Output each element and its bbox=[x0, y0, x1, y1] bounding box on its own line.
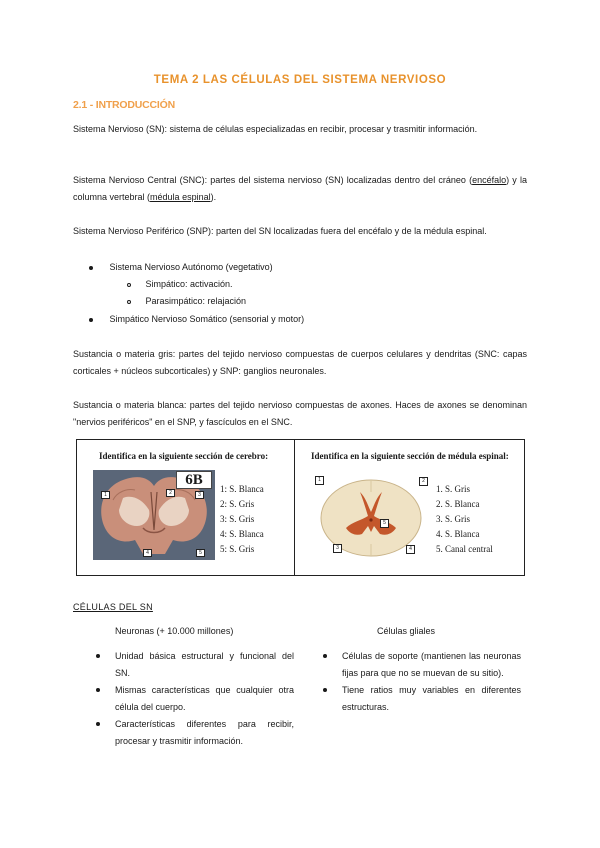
list-item-label: Unidad básica estructural y funcional del SN. bbox=[115, 651, 294, 678]
snc-text-post: ). bbox=[210, 192, 217, 202]
list-item-label: Células de soporte (mantienen las neuronas fijas para que no se muevan de su sitio). bbox=[342, 651, 521, 678]
bullet-icon bbox=[96, 654, 100, 658]
bullet-icon bbox=[96, 688, 100, 692]
spinal-label: 2. S. Blanca bbox=[436, 499, 480, 509]
spinal-label: 1. S. Gris bbox=[436, 484, 471, 494]
cells-heading: CÉLULAS DEL SN bbox=[73, 602, 153, 612]
brain-label: 1: S. Blanca bbox=[220, 484, 264, 494]
bullet-icon bbox=[323, 688, 327, 692]
paragraph-snc bbox=[73, 172, 527, 206]
brain-figure-caption: Identifica en la siguiente sección de cerebro: bbox=[99, 451, 269, 461]
bullet-icon bbox=[89, 266, 93, 270]
page-title: TEMA 2 LAS CÉLULAS DEL SISTEMA NERVIOSO bbox=[153, 74, 447, 86]
circle-bullet-icon bbox=[127, 283, 131, 287]
brain-marker-4: 4 bbox=[143, 549, 152, 557]
bullet-icon bbox=[323, 654, 327, 658]
spinal-label: 3. S. Gris bbox=[436, 514, 471, 524]
spinal-marker-1: 1 bbox=[315, 476, 324, 485]
bullet-icon bbox=[89, 318, 93, 322]
spinal-marker-4: 4 bbox=[406, 545, 415, 554]
brain-label: 2: S. Gris bbox=[220, 499, 255, 509]
list-item bbox=[323, 648, 521, 682]
neuronas-heading: Neuronas (+ 10.000 millones) bbox=[115, 626, 234, 636]
spinal-marker-3: 3 bbox=[333, 544, 342, 553]
list-item-label: Mismas características que cualquier otra célula del cuerpo. bbox=[115, 685, 294, 712]
bullet-icon bbox=[96, 722, 100, 726]
encefalo-term: encéfalo bbox=[472, 175, 507, 185]
paragraph-sn: Sistema Nervioso (SN): sistema de células especializadas en recibir, procesar y trasmitir información. bbox=[73, 124, 478, 134]
spinal-marker-2: 2 bbox=[419, 477, 428, 486]
brain-label: 5: S. Gris bbox=[220, 544, 255, 554]
spinal-label: 5. Canal central bbox=[436, 544, 493, 554]
figure-divider bbox=[294, 439, 295, 576]
section-heading: 2.1 - INTRODUCCIÓN bbox=[73, 99, 175, 111]
spinal-labels bbox=[436, 482, 493, 557]
list-item bbox=[96, 682, 294, 716]
snc-text-mid: ) y la columna vertebral ( bbox=[73, 175, 528, 202]
list-item-label: Sistema Nervioso Autónomo (vegetativo) bbox=[109, 262, 273, 272]
list-item-label: Tiene ratios muy variables en diferentes estructuras. bbox=[342, 685, 521, 712]
list-item bbox=[323, 682, 521, 716]
paragraph-materia-gris: Sustancia o materia gris: partes del tejido nervioso compuestas de cuerpos celulares y dendritas (SNC: capas corticales + núcleos subcorticales) y SNP: ganglios neuronales. bbox=[73, 349, 527, 376]
list-item-label: Parasimpático: relajación bbox=[145, 296, 247, 306]
list-item-label: Características diferentes para recibir, procesar y trasmitir información. bbox=[115, 719, 294, 746]
snc-text-pre: Sistema Nervioso Central (SNC): partes del sistema nervioso (SN) localizadas dentro del cráneo ( bbox=[73, 175, 473, 185]
spinal-label: 4. S. Blanca bbox=[436, 529, 480, 539]
spinal-marker-5: 5 bbox=[380, 519, 389, 528]
brain-label: 3: S. Gris bbox=[220, 514, 255, 524]
medula-term: médula espinal bbox=[150, 192, 211, 202]
gliales-list bbox=[323, 648, 521, 716]
neuronas-list bbox=[96, 648, 294, 750]
list-item-parasimpatico bbox=[127, 293, 246, 310]
list-item-label: Simpático Nervioso Somático (sensorial y motor) bbox=[109, 314, 305, 324]
gliales-heading: Células gliales bbox=[377, 626, 436, 636]
list-item-somatico bbox=[89, 311, 304, 328]
list-item-label: Simpático: activación. bbox=[145, 279, 233, 289]
list-item-autonomo bbox=[89, 259, 273, 276]
spinal-figure-caption: Identifica en la siguiente sección de médula espinal: bbox=[311, 451, 509, 461]
section-tag: 6B bbox=[176, 471, 212, 489]
list-item bbox=[96, 648, 294, 682]
brain-labels bbox=[220, 482, 264, 557]
brain-marker-3: 3 bbox=[195, 491, 204, 499]
paragraph-snp: Sistema Nervioso Periférico (SNP): parten del SN localizadas fuera del encéfalo y de la médula espinal. bbox=[73, 226, 487, 236]
list-item-simpatico bbox=[127, 276, 233, 293]
brain-marker-1: 1 bbox=[101, 491, 110, 499]
brain-marker-2: 2 bbox=[166, 489, 175, 497]
paragraph-materia-blanca: Sustancia o materia blanca: partes del tejido nervioso compuestas de axones. Haces de axones se denominan "nervios periféricos" en el SNP, y fascículos en el SNC. bbox=[73, 400, 527, 427]
brain-label: 4: S. Blanca bbox=[220, 529, 264, 539]
brain-marker-5: 5 bbox=[196, 549, 205, 557]
list-item bbox=[96, 716, 294, 750]
circle-bullet-icon bbox=[127, 300, 131, 304]
